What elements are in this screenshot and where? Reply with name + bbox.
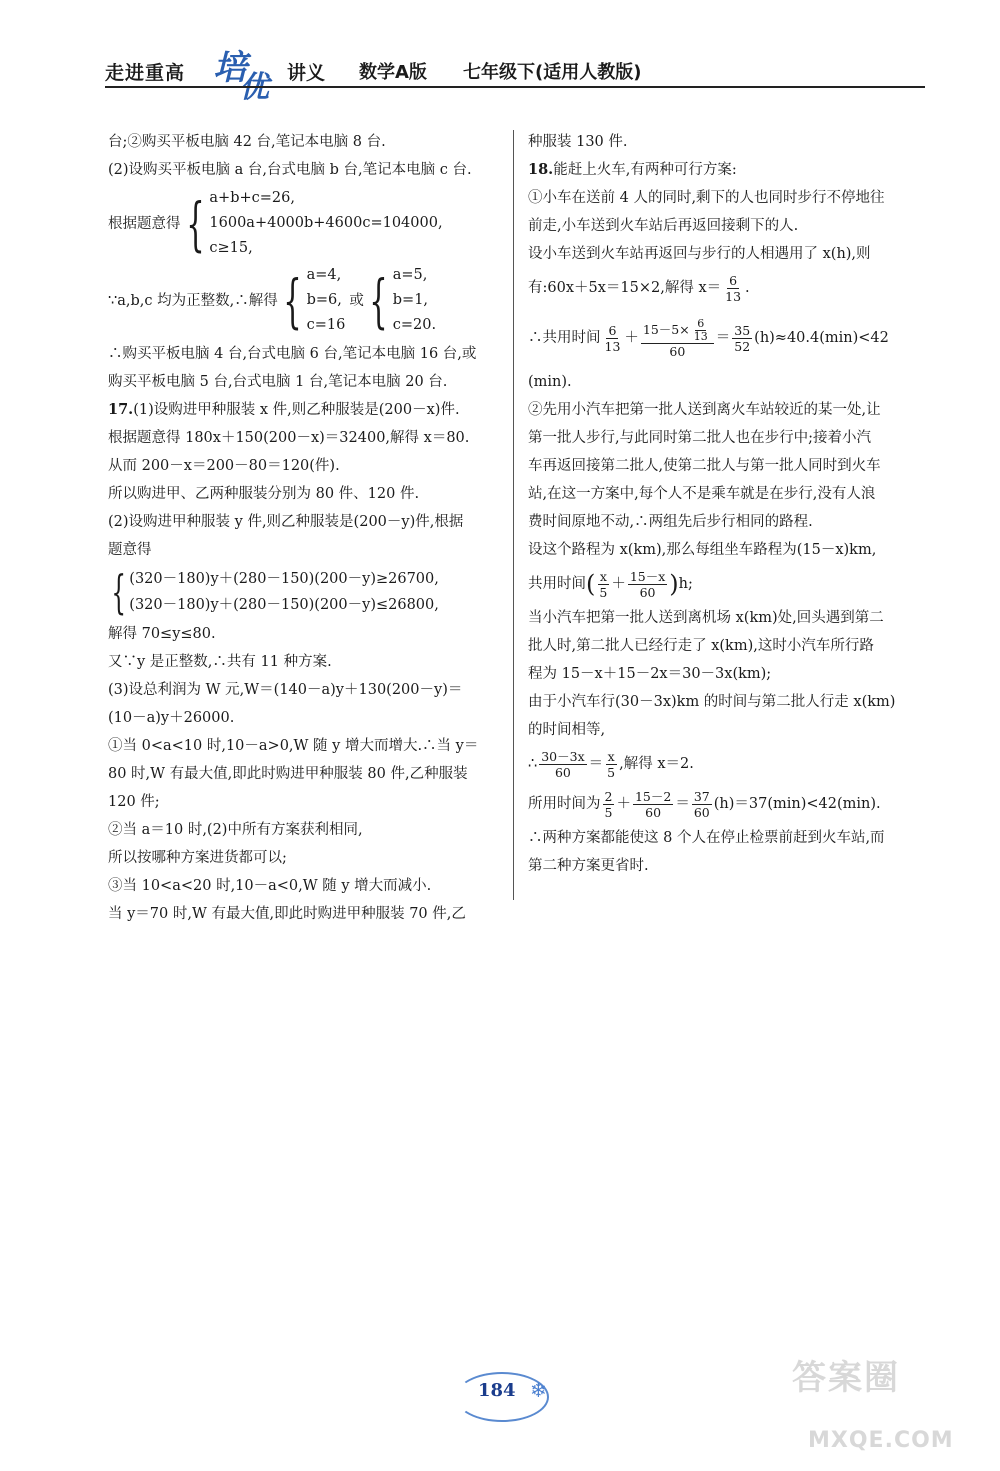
inequality: (320－180)y＋(280－150)(200－y)≤26800, xyxy=(129,597,439,613)
denominator: 60 xyxy=(639,584,656,600)
text-line: 设这个路程为 x(km),那么每组坐车路程为(15－x)km, xyxy=(528,542,877,558)
equation: b=1, xyxy=(392,292,429,308)
fraction xyxy=(603,323,623,354)
text-line: ②先用小汽车把第一批人送到离火车站较近的某一处,让 xyxy=(528,402,881,418)
text-segment: . xyxy=(745,280,750,296)
equation-system-1 xyxy=(108,186,498,261)
math-line xyxy=(528,744,918,784)
text-line: ①当 0<a<10 时,10－a>0,W 随 y 增大而增大.∴当 y＝ xyxy=(108,738,479,754)
fraction xyxy=(732,323,752,354)
denominator: 5 xyxy=(599,584,608,600)
math-line xyxy=(528,268,918,308)
brace-icon: { xyxy=(185,189,205,258)
numerator: 2 xyxy=(604,788,613,804)
numerator: 37 xyxy=(693,788,710,804)
text-line: 程为 15－x＋15－2x＝30－3x(km); xyxy=(528,666,772,682)
text-line: 题意得 xyxy=(108,542,152,558)
page-header xyxy=(105,40,905,105)
denominator: 13 xyxy=(604,338,621,354)
equation: c=16 xyxy=(306,317,346,333)
text-segment: 所用时间为 xyxy=(528,796,601,812)
operator: ＝ xyxy=(715,330,731,346)
equation: 1600a+4000b+4600c=104000, xyxy=(209,215,443,231)
fraction xyxy=(633,789,673,820)
text-line: ①小车在送前 4 人的同时,剩下的人也同时步行不停地往 xyxy=(528,190,885,206)
math-line xyxy=(528,308,918,368)
text-line: 费时间原地不动,∴两组先后步行相同的路程. xyxy=(528,514,813,530)
operator: ＝ xyxy=(588,756,604,772)
text-line: 根据题意得 180x＋150(200－x)＝32400,解得 x＝80. xyxy=(108,430,470,446)
logo-char-2: 优 xyxy=(239,70,269,105)
text-segment: ,解得 x＝2. xyxy=(619,756,694,772)
text-line: 站,在这一方案中,每个人不是乘车就是在步行,没有人浪 xyxy=(528,486,876,502)
text-line: 当 y＝70 时,W 有最大值,即此时购进甲种服装 70 件,乙 xyxy=(108,906,466,922)
text-line: (3)设总利润为 W 元,W＝(140－a)y＋130(200－y)＝ xyxy=(108,682,463,698)
text-line: ③当 10<a<20 时,10－a<0,W 随 y 增大而减小. xyxy=(108,878,432,894)
snowflake-icon: ❄ xyxy=(530,1378,547,1402)
text-line: 所以按哪种方案进货都可以; xyxy=(108,850,287,866)
denominator: 5 xyxy=(607,764,616,780)
text-segment: 能赶上火车,有两种可行方案: xyxy=(553,162,737,178)
question-18 xyxy=(528,156,918,184)
denominator: 13 xyxy=(725,288,742,304)
text-segment: h; xyxy=(678,576,693,592)
text-segment: (h)≈40.4(min)<42 xyxy=(754,330,889,346)
solution-b xyxy=(393,263,436,338)
brace-icon: { xyxy=(369,266,388,335)
numerator: 35 xyxy=(734,322,751,338)
text-line: 车再返回接第二批人,使第二批人与第一批人同时到火车 xyxy=(528,458,881,474)
text-line: ②当 a＝10 时,(2)中所有方案获利相同, xyxy=(108,822,363,838)
denominator: 60 xyxy=(693,804,710,820)
watermark-logo: 答案圈 xyxy=(792,1358,900,1398)
brace-icon: { xyxy=(111,565,126,619)
logo-char-1: 培 xyxy=(213,48,247,88)
text-line: (2)设购进甲种服装 y 件,则乙种服装是(200－y)件,根据 xyxy=(108,514,464,530)
paren-right: ) xyxy=(669,570,679,598)
fraction xyxy=(723,273,743,304)
text-line: 由于小汽车行(30－3x)km 的时间与第二批人行走 x(km) xyxy=(528,694,896,710)
denominator: 52 xyxy=(734,338,751,354)
math-line xyxy=(528,784,918,824)
fraction xyxy=(597,569,609,600)
text-line: 批人时,第二批人已经行走了 x(km),这时小汽车所行路 xyxy=(528,638,874,654)
equation: a=4, xyxy=(306,267,342,283)
numerator: x xyxy=(599,568,607,584)
text-line: 从而 200－x＝200－80＝120(件). xyxy=(108,458,340,474)
denominator: 60 xyxy=(645,804,662,820)
numerator: 6 xyxy=(608,322,617,338)
numerator: 30－3x xyxy=(541,748,585,764)
text-line: 第一批人步行,与此同时第二批人也在步行中;接着小汽 xyxy=(528,430,871,446)
text-line: 第二种方案更省时. xyxy=(528,858,649,874)
text-line: 所以购进甲、乙两种服装分别为 80 件、120 件. xyxy=(108,486,420,502)
text-line: 购买平板电脑 5 台,台式电脑 1 台,笔记本电脑 20 台. xyxy=(108,374,448,390)
text-line: ∴购买平板电脑 4 台,台式电脑 6 台,笔记本电脑 16 台,或 xyxy=(108,346,477,362)
text-line: 种服装 130 件. xyxy=(528,134,628,150)
text-line: (min). xyxy=(528,374,572,390)
paren-left: ( xyxy=(586,570,596,598)
operator: ＝ xyxy=(675,796,690,812)
inequality-system xyxy=(108,566,498,618)
fraction xyxy=(692,789,712,820)
denominator: 60 xyxy=(669,343,686,359)
brace-icon: { xyxy=(282,266,302,335)
text-segment: (h)＝37(min)<42(min). xyxy=(713,796,881,812)
book-type: 讲义 xyxy=(287,62,326,84)
text-line: 80 时,W 有最大值,即此时购进甲种服装 80 件,乙种服装 xyxy=(108,766,468,782)
text-line: ∴两种方案都能使这 8 个人在停止检票前赶到火车站,而 xyxy=(528,830,885,846)
left-column xyxy=(108,128,498,928)
text-line: 前走,小车送到火车站后再返回接剩下的人. xyxy=(528,218,799,234)
fraction xyxy=(539,749,586,780)
text-line: 台;②购买平板电脑 42 台,笔记本电脑 8 台. xyxy=(108,134,386,150)
system-rows xyxy=(129,566,439,618)
grade-label: 七年级下(适用人教版) xyxy=(463,62,642,83)
equation: c≥15, xyxy=(209,240,253,256)
operator: ＋ xyxy=(616,796,631,812)
equation-system-2 xyxy=(108,263,498,338)
text-line: 解得 70≤y≤80. xyxy=(108,626,216,642)
text-segment: 有:60x＋5x＝15×2,解得 x＝ xyxy=(528,280,722,296)
question-number: 18. xyxy=(528,161,554,178)
equation: c=20. xyxy=(392,317,437,333)
denominator: 5 xyxy=(604,804,613,820)
or-word: 或 xyxy=(349,292,364,309)
system-rows xyxy=(209,186,442,261)
fraction xyxy=(641,318,714,359)
text-segment: ∴ xyxy=(528,756,538,772)
fraction xyxy=(628,569,667,600)
text-line: 的时间相等, xyxy=(528,722,606,738)
numerator: x xyxy=(607,748,615,764)
text-prefix: 根据题意得 xyxy=(108,215,181,232)
column-divider xyxy=(513,130,514,900)
subject-edition: 数学A版 xyxy=(359,62,427,83)
operator: ＋ xyxy=(611,576,626,592)
denominator: 13 xyxy=(693,329,708,343)
text-segment: (1)设购进甲种服装 x 件,则乙种服装是(200－x)件. xyxy=(133,402,460,418)
page-number: 184 xyxy=(478,1380,516,1401)
inequality: (320－180)y＋(280－150)(200－y)≥26700, xyxy=(129,571,439,587)
text-line: 当小汽车把第一批人送到离机场 x(km)处,回头遇到第二 xyxy=(528,610,884,626)
text-segment: 共用时间 xyxy=(528,576,586,592)
fraction xyxy=(603,789,615,820)
numerator: 15－x xyxy=(629,568,666,584)
right-column xyxy=(528,128,918,880)
fraction xyxy=(605,749,617,780)
text-segment: ∴共用时间 xyxy=(528,330,601,346)
series-title: 走进重高 xyxy=(105,62,186,84)
solution-a xyxy=(307,263,346,338)
question-17 xyxy=(108,396,498,424)
operator: ＋ xyxy=(624,330,639,346)
math-line xyxy=(528,564,918,604)
header-rule xyxy=(105,86,925,88)
text-line: (10－a)y＋26000. xyxy=(108,710,235,726)
numerator-text: 15－5× xyxy=(642,321,690,337)
text-line: 120 件; xyxy=(108,794,160,810)
question-number: 17. xyxy=(108,401,134,418)
nested-fraction xyxy=(692,318,710,343)
watermark-url: MXQE.COM xyxy=(808,1428,954,1453)
text-line: 设小车送到火车站再返回与步行的人相遇用了 x(h),则 xyxy=(528,246,871,262)
text-line: 又∵y 是正整数,∴共有 11 种方案. xyxy=(108,654,332,670)
numerator: 6 xyxy=(729,272,738,288)
numerator xyxy=(641,318,714,344)
denominator: 60 xyxy=(554,764,571,780)
equation: a=5, xyxy=(392,267,428,283)
equation: a+b+c=26, xyxy=(209,190,295,206)
numerator: 6 xyxy=(697,316,705,330)
text-prefix: ∵a,b,c 均为正整数,∴解得 xyxy=(108,292,278,309)
equation: b=6, xyxy=(306,292,342,308)
numerator: 15－2 xyxy=(634,788,672,804)
text-line: (2)设购买平板电脑 a 台,台式电脑 b 台,笔记本电脑 c 台. xyxy=(108,162,472,178)
